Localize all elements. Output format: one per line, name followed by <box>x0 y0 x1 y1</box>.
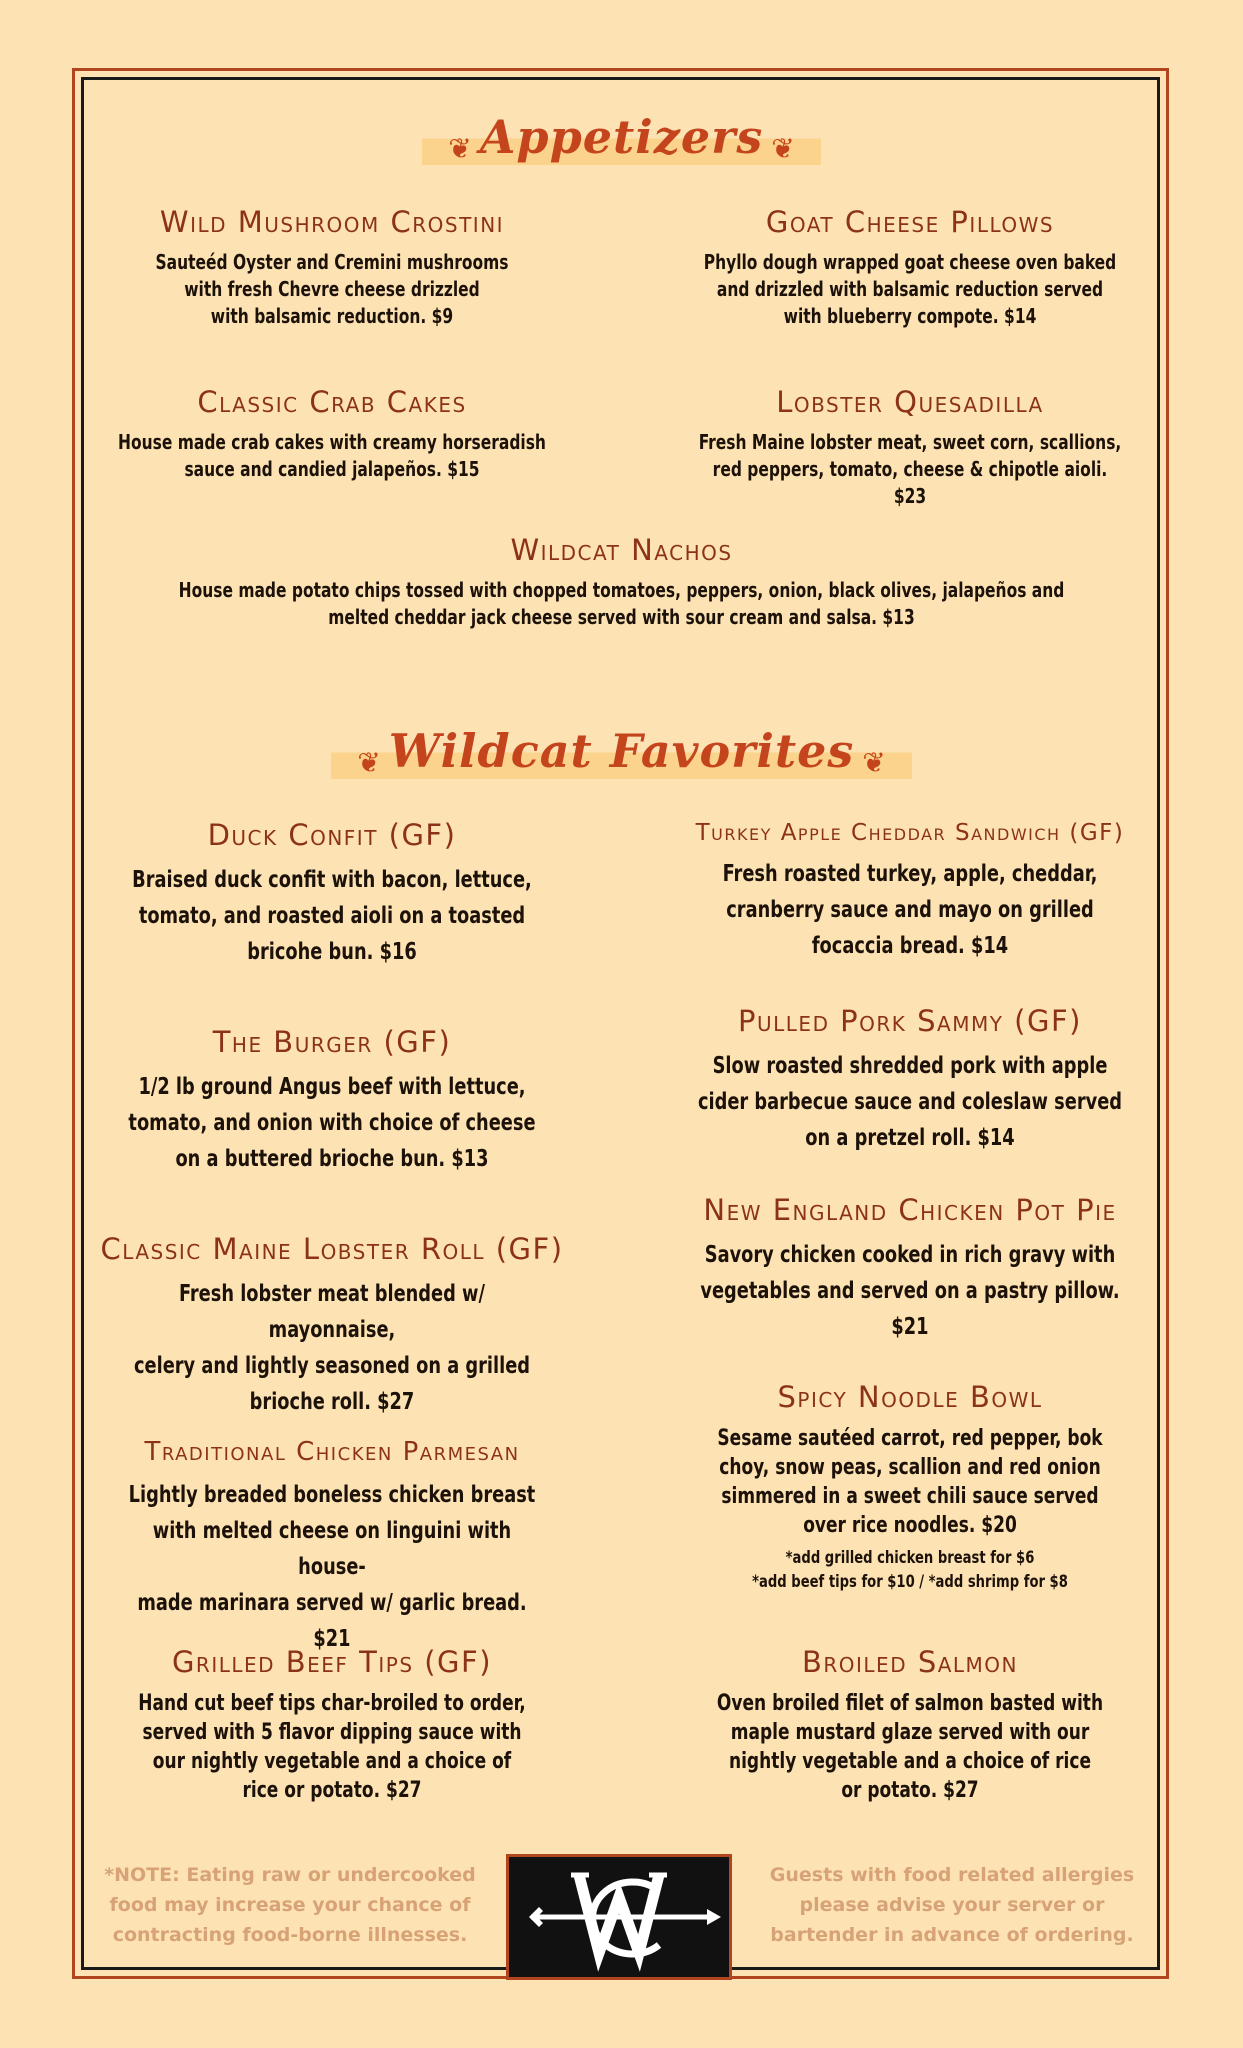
wildcat-logo <box>506 1854 732 1980</box>
item-name: Classic Crab Cakes <box>197 385 467 419</box>
item-desc: Fresh roasted turkey, apple, cheddar, cranberry sauce and mayo on grilled focaccia bread. $14 <box>722 861 1098 959</box>
item-name: Turkey Apple Cheddar Sandwich (GF) <box>695 820 1125 846</box>
favorites-heading <box>0 724 1243 779</box>
menu-item-the-burger <box>82 1025 582 1177</box>
item-addons: *add grilled chicken breast for $6 *add beef tips for $10 / *add shrimp for $8 <box>752 1548 1068 1592</box>
menu-item-spicy-noodle-bowl <box>660 1380 1160 1594</box>
appetizers-heading <box>0 110 1243 165</box>
menu-item-wild-mushroom-crostini <box>82 205 582 330</box>
item-name: Classic Maine Lobster Roll (GF) <box>100 1232 564 1266</box>
menu-item-pulled-pork-sammy <box>660 1004 1160 1156</box>
raw-food-warning-note: *NOTE: Eating raw or undercooked food may increase your chance of contracting food-borne illnesses. <box>104 1864 476 1946</box>
item-desc: Sauteéd Oyster and Cremini mushrooms with fresh Chevre cheese drizzled with balsamic reduction. $9 <box>155 250 509 328</box>
item-desc: 1/2 lb ground Angus beef with lettuce, tomato, and onion with choice of cheese on a buttered brioche bun. $13 <box>128 1074 536 1172</box>
appetizers-heading-band <box>422 110 820 165</box>
flourish-left-icon: ❦ <box>448 132 472 166</box>
item-name: Pulled Pork Sammy (GF) <box>738 1004 1082 1038</box>
item-name: Broiled Salmon <box>801 1645 1019 1679</box>
item-desc: House made potato chips tossed with chopped tomatoes, peppers, onion, black olives, jalapeños and melted cheddar jack cheese served with sour cream and salsa. $13 <box>178 578 1065 629</box>
menu-item-turkey-apple-cheddar-sandwich <box>660 820 1160 964</box>
item-name: Wildcat Nachos <box>510 533 733 567</box>
menu-item-classic-crab-cakes <box>82 385 582 483</box>
item-name: Spicy Noodle Bowl <box>777 1380 1043 1414</box>
item-desc: Phyllo dough wrapped goat cheese oven baked and drizzled with balsamic reduction served with blueberry compote. $14 <box>703 250 1117 328</box>
item-desc: Fresh lobster meat blended w/ mayonnaise, celery and lightly seasoned on a grilled brioche roll. $27 <box>133 1281 531 1415</box>
item-name: Goat Cheese Pillows <box>765 205 1055 239</box>
menu-item-wildcat-nachos <box>90 533 1153 631</box>
menu-item-chicken-pot-pie <box>660 1193 1160 1345</box>
item-desc: Savory chicken cooked in rich gravy with vegetables and served on a pastry pillow. $21 <box>700 1242 1120 1340</box>
item-desc: Hand cut beef tips char-broiled to order, served with 5 flavor dipping sauce with our nightly vegetable and a choice of rice or potato. $27 <box>138 1691 526 1803</box>
item-name: Lobster Quesadilla <box>776 385 1044 419</box>
appetizers-title: Appetizers <box>479 110 764 164</box>
favorites-title: Wildcat Favorites <box>388 724 855 778</box>
menu-item-traditional-chicken-parmesan <box>82 1437 582 1657</box>
item-desc: Oven broiled filet of salmon basted with maple mustard glaze served with our nightly vegetable and a choice of rice or potato. $27 <box>716 1691 1104 1803</box>
item-desc: Slow roasted shredded pork with apple cider barbecue sauce and coleslaw served on a pretzel roll. $14 <box>697 1053 1123 1151</box>
item-name: The Burger (GF) <box>212 1025 452 1059</box>
item-desc: Sesame sautéed carrot, red pepper, bok choy, snow peas, scallion and red onion simmered in a sweet chili sauce served over rice noodles. $20 <box>717 1426 1103 1538</box>
favorites-heading-band <box>331 724 911 779</box>
flourish-right-icon: ❦ <box>862 746 886 780</box>
item-name: New England Chicken Pot Pie <box>703 1193 1117 1227</box>
item-name: Grilled Beef Tips (GF) <box>171 1645 493 1679</box>
item-desc: Lightly breaded boneless chicken breast with melted cheese on linguini with house- made marinara served w/ garlic bread. $21 <box>128 1482 536 1652</box>
item-name: Duck Confit (GF) <box>207 818 457 852</box>
menu-item-lobster-quesadilla <box>660 385 1160 510</box>
flourish-left-icon: ❦ <box>357 746 381 780</box>
flourish-right-icon: ❦ <box>771 132 795 166</box>
menu-item-broiled-salmon <box>660 1645 1160 1805</box>
menu-item-classic-maine-lobster-roll <box>82 1232 582 1420</box>
menu-item-duck-confit <box>82 818 582 970</box>
menu-item-goat-cheese-pillows <box>660 205 1160 330</box>
menu-item-grilled-beef-tips <box>82 1645 582 1805</box>
allergy-advisory-note: Guests with food related allergies please advise your server or bartender in advance of ordering. <box>769 1864 1135 1946</box>
item-name: Traditional Chicken Parmesan <box>144 1437 520 1467</box>
item-desc: Fresh Maine lobster meat, sweet corn, scallions, red peppers, tomato, cheese & chipotle aioli. $23 <box>698 430 1122 508</box>
item-desc: House made crab cakes with creamy horseradish sauce and candied jalapeños. $15 <box>118 430 546 481</box>
item-desc: Braised duck confit with bacon, lettuce, tomato, and roasted aioli on a toasted bricohe bun. $16 <box>132 867 532 965</box>
item-name: Wild Mushroom Crostini <box>159 205 505 239</box>
wc-monogram-icon <box>509 1857 729 1977</box>
